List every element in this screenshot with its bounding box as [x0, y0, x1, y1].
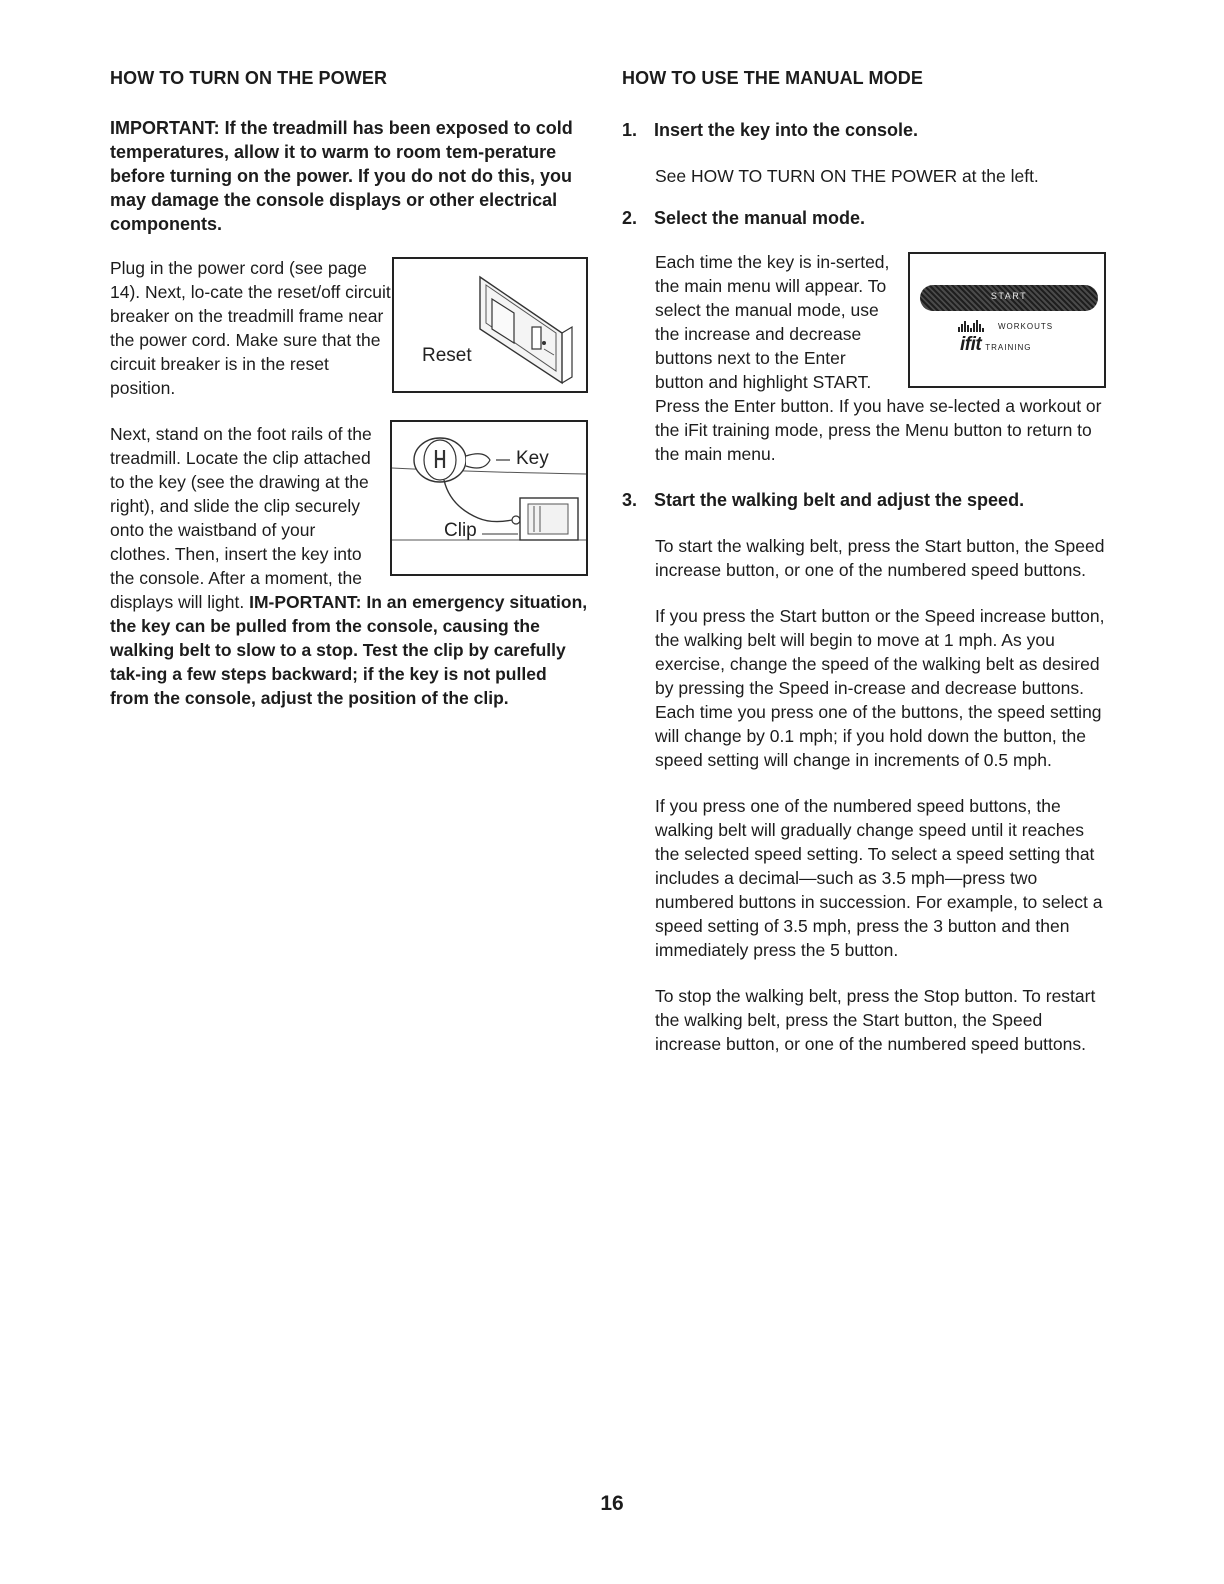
menu-workouts-row: [958, 318, 1053, 332]
step-3-para-3: If you press one of the numbered speed buttons, the walking belt will gradually change speed until it reaches the selected speed setting. To select a speed setting that includes a decimal—such as 3.5 mph—press two numbered buttons in succession. For example, to select a speed setting of 3.5 mph, press the 3 button and then immediately press the 5 button.: [655, 796, 1103, 960]
step-1-heading: [622, 118, 1106, 142]
reset-breaker-drawing: [394, 259, 586, 391]
main-menu-figure: [908, 252, 1106, 388]
step-3-para-4: To stop the walking belt, press the Stop button. To restart the walking belt, press the Start button, the Speed increase button, or one of the numbered speed buttons.: [655, 986, 1096, 1054]
key-clip-figure: [390, 420, 588, 576]
power-heading: HOW TO TURN ON THE POWER: [110, 68, 388, 88]
power-para1-block: [110, 256, 588, 400]
manual-mode-heading: HOW TO USE THE MANUAL MODE: [622, 68, 923, 88]
reset-breaker-figure: [392, 257, 588, 393]
step-2-heading: [622, 206, 1106, 230]
step-1-title: Insert the key into the console.: [654, 120, 919, 140]
left-column: [110, 66, 588, 710]
step-2-text: Each time the key is in-serted, the main menu will appear. To select the manual mode, use the increase and decrease buttons next to the Enter button and highlight START. Press the Enter button. If you have se-lected a workout or the iFit training mode, press the Menu button to return to the main menu.: [655, 252, 1102, 464]
clip-label: Clip: [444, 520, 477, 541]
menu-ifit-row: [960, 334, 1031, 356]
right-column: [622, 66, 1106, 1056]
power-para2-normal: Next, stand on the foot rails of the treadmill. Locate the clip attached to the key (see the drawing at the right), and slide the clip securely onto the waistband of your clothes. Then, insert the key into the console. After a moment, the displays will light.: [110, 424, 372, 612]
menu-ifit-logo: ifit: [960, 334, 982, 355]
step-1-number: 1.: [622, 120, 638, 140]
step-3-title: Start the walking belt and adjust the speed.: [654, 490, 1025, 510]
workouts-bars-icon: [958, 318, 994, 332]
menu-start-text: START: [990, 291, 1028, 301]
power-para1: Plug in the power cord (see page 14). Next, lo-cate the reset/off circuit breaker on the treadmill frame near the power cord. Make sure that the circuit breaker is in the reset position.: [110, 258, 391, 398]
menu-start-highlight: [920, 285, 1098, 311]
key-label: Key: [516, 448, 549, 469]
menu-training-text: TRAINING: [985, 343, 1032, 352]
key-clip-drawing: [392, 422, 586, 574]
step-2-title: Select the manual mode.: [654, 208, 866, 228]
step-3-number: 3.: [622, 490, 638, 510]
step-2-number: 2.: [622, 208, 638, 228]
menu-workouts-text: WORKOUTS: [998, 322, 1054, 331]
power-para2-block: [110, 422, 588, 710]
step-3-para-2: If you press the Start button or the Speed increase button, the walking belt will begin to move at 1 mph. As you exercise, change the speed of the walking belt as desired by pressing the Speed in-crease and decrease buttons. Each time you press one of the buttons, the speed setting will change by 0.1 mph; if you hold down the button, the speed setting will change in increments of 0.5 mph.: [655, 606, 1105, 770]
power-important-note: IMPORTANT: If the treadmill has been exposed to cold temperatures, allow it to warm to room tem-perature before turning on the power. If you do not do this, you may damage the console displays or other electrical components.: [110, 118, 573, 234]
reset-label: Reset: [422, 345, 472, 366]
step-2-block: [655, 250, 1106, 466]
step-1-text: See HOW TO TURN ON THE POWER at the left.: [655, 166, 1039, 186]
page-number: 16: [600, 1492, 624, 1515]
step-3-heading: [622, 488, 1106, 512]
power-para2-important: IM-PORTANT: In an emergency situation, the key can be pulled from the console, causing the walking belt to slow to a stop. Test the clip by carefully tak-ing a few steps backward; if the key is not pulled from the console, adjust the position of the clip.: [110, 592, 588, 708]
step-3-para-1: To start the walking belt, press the Start button, the Speed increase button, or one of the numbered speed buttons.: [655, 536, 1105, 580]
